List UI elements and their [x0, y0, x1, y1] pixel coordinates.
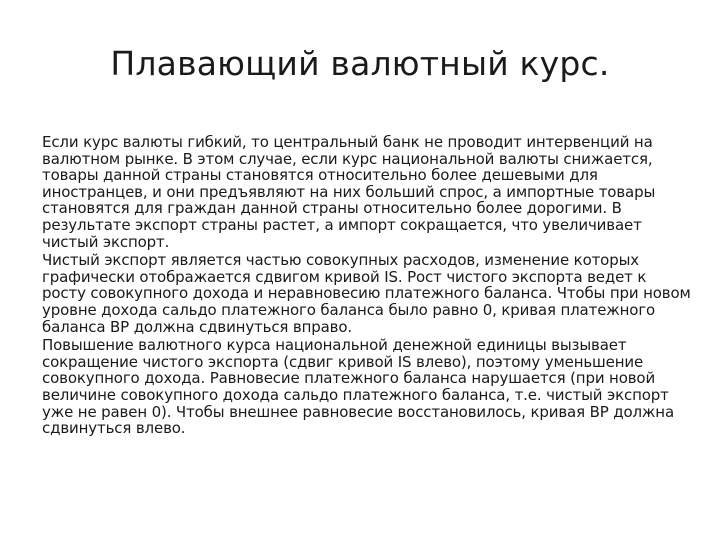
- paragraph-currency-appreciation: Повышение валютного курса национальной денежной единицы вызывает сокращение чистого экспорта (сдвиг кривой IS влево), поэтому уменьшение совокупного дохода. Равновесие платежного баланса нарушается (при новой величине совокупного дохода сальдо платежного баланса, т.е. чистый экспорт уже не равен 0). Чтобы внешнее равновесие восстановилось, кривая BP должна сдвинуться влево.: [42, 336, 674, 438]
- slide-body: [42, 134, 692, 439]
- slide-title: Плавающий валютный курс.: [110, 44, 610, 83]
- paragraph-net-export: Чистый экспорт является частью совокупных расходов, изменение которых графически отображается сдвигом кривой IS. Рост чистого экспорта ведет к росту совокупного дохода и неравновесию платежного баланса. Чтобы при новом уровне дохода сальдо платежного баланса было равно 0, кривая платежного баланса BP должна сдвинуться вправо.: [42, 251, 691, 336]
- paragraph-floating-rate: Если курс валюты гибкий, то центральный банк не проводит интервенций на валютном рынке. В этом случае, если курс национальной валюты снижается, товары данной страны становятся относительно более дешевыми для иностранцев, и они предъявляют на них больший спрос, а импортные товары становятся для граждан данной страны относительно более дорогими. В результате экспорт страны растет, а импорт сокращается, что увеличивает чистый экспорт.: [42, 133, 656, 251]
